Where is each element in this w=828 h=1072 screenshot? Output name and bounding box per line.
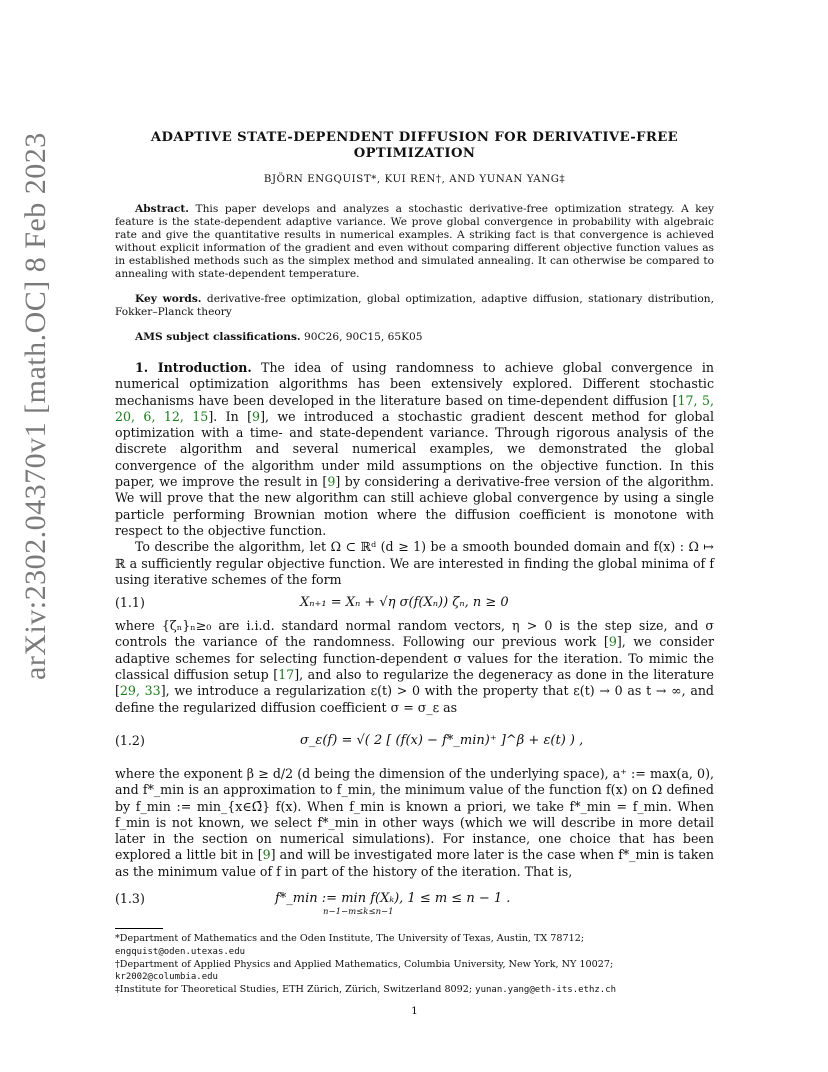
- citation-link[interactable]: 29, 33: [119, 683, 161, 699]
- citation-link[interactable]: 9: [262, 847, 271, 863]
- abstract-text: This paper develops and analyzes a stochastic derivative-free optimization strategy. A key feature is the state-dependent adaptive variance. We prove global convergence in probability with algebraic rate and give the quantitative results in numerical examples. A striking fact is that convergence is achieved without explicit information of the gradient and even without comparing different objective function values as in established methods such as the simplex method and simulated annealing. It can otherwise be compared to annealing with state-dependent temperature.: [115, 203, 714, 280]
- para4-text-b: ] and will be investigated more later is the case when f*_min is taken as the minimum value of f in part of the history of the iteration. That is,: [115, 847, 714, 879]
- para1-text-a: The idea of using randomness to achieve global convergence in numerical optimization algorithms has been extensively explored. Different stochastic mechanisms have been developed in the literature based on time-dependent diffusion [: [115, 360, 714, 408]
- para1-text-d: ] by considering a derivative-free version of the algorithm. We will prove that the new algorithm can still achieve global convergence by using a single particle performing Brownian motion where the diffusion coefficient is monotone with respect to the objective function.: [115, 474, 715, 538]
- para3-text-a: where {ζₙ}ₙ≥₀ are i.i.d. standard normal random vectors, η > 0 is the step size, and σ controls the variance of the randomness. Following our previous work [: [115, 618, 714, 650]
- paper-title: [115, 130, 714, 162]
- footnote-2-text: †Department of Applied Physics and Applied Mathematics, Columbia University, New York, NY 10027;: [115, 958, 614, 970]
- title-line-1: ADAPTIVE STATE-DEPENDENT DIFFUSION FOR DERIVATIVE-FREE: [150, 130, 679, 145]
- ams-classifications: [115, 331, 714, 344]
- abstract-label: Abstract.: [135, 203, 189, 215]
- para1-text-c: ], we introduced a stochastic gradient descent method for global optimization with a time- and state-dependent variance. Through rigorous analysis of the discrete algorithm and several numerical examples, we demonstrated the global convergence of the algorithm under mild assumptions on the objective function. In this paper, we improve the result in [: [115, 408, 714, 490]
- citation-link[interactable]: 17, 5, 20, 6, 12, 15: [115, 392, 714, 424]
- equation-number: (1.1): [115, 595, 145, 610]
- citation-link[interactable]: 9: [608, 634, 617, 650]
- equation-1-2: [115, 716, 714, 766]
- footnote-1-text: *Department of Mathematics and the Oden Institute, The University of Texas, Austin, TX 78712;: [115, 933, 585, 945]
- equation-subscript: n−1−m≤k≤n−1: [323, 907, 394, 918]
- section-heading: 1. Introduction.: [135, 360, 252, 375]
- equation-1-1: [115, 588, 714, 618]
- ams-text: 90C26, 90C15, 65K05: [304, 331, 423, 343]
- intro-paragraph-2: To describe the algorithm, let Ω ⊂ ℝᵈ (d ≥ 1) be a smooth bounded domain and f(x) : Ω ↦ ℝ a sufficiently regular objective function. We are interested in finding the global minima of f using iterative schemes of the form: [115, 539, 714, 587]
- citation-link[interactable]: 9: [252, 408, 261, 424]
- footnote-3-text: ‡Institute for Theoretical Studies, ETH Zürich, Zürich, Switzerland 8092;: [115, 984, 473, 996]
- authors: BJÖRN ENGQUIST*, KUI REN†, AND YUNAN YANG‡: [263, 174, 566, 185]
- intro-paragraph-3: [115, 618, 714, 716]
- equation-body: Xₙ₊₁ = Xₙ + √η σ(f(Xₙ)) ζₙ, n ≥ 0: [300, 595, 509, 610]
- email-link[interactable]: yunan.yang@eth-its.ethz.ch: [475, 985, 617, 996]
- intro-paragraph-4: [115, 766, 714, 880]
- footnote-3: [115, 984, 714, 997]
- para1-text-b: ]. In [: [208, 408, 253, 424]
- citation-link[interactable]: 17: [278, 667, 295, 683]
- para4-text-a: where the exponent β ≥ d/2 (d being the dimension of the underlying space), a⁺ := max(a, 0), and f*_min is an approximation to f_min, the minimum value of the function f(x) on Ω defined by f_min := min_{x∈Ω̄} f(x). When f_min is known a priori, we take f*_min = f_min. When f_min is not known, we select f*_min in other ways (which we will describe in more detail later in the section on numerical simulations). For instance, one choice that has been explored a little bit in [: [115, 765, 714, 863]
- equation-body: σ_ε(f) = √( 2 [ (f(x) − f*_min)⁺ ]^β + ε(t) ) ,: [300, 732, 584, 748]
- footnote-1: [115, 933, 714, 959]
- email-link[interactable]: engquist@oden.utexas.edu: [115, 946, 246, 957]
- equation-body: f*_min := min f(Xₖ), 1 ≤ m ≤ n − 1 .: [275, 890, 511, 906]
- citation-link[interactable]: 9: [327, 474, 336, 490]
- equation-1-3: [115, 880, 714, 918]
- footnotes: [115, 933, 714, 997]
- intro-paragraph-1: [115, 360, 714, 539]
- footnote-2: [115, 959, 714, 985]
- email-link[interactable]: kr2002@columbia.edu: [115, 972, 218, 983]
- abstract: [115, 203, 714, 281]
- paper-page: [115, 130, 714, 1017]
- equation-number: (1.3): [115, 890, 145, 906]
- title-line-2: OPTIMIZATION: [353, 146, 476, 161]
- equation-number: (1.2): [115, 732, 145, 748]
- arxiv-stamp: arXiv:2302.04370v1 [math.OC] 8 Feb 2023: [19, 132, 52, 680]
- keywords-label: Key words.: [135, 293, 202, 305]
- body-text: [115, 360, 714, 918]
- para3-text-c: ], and also to regularize the degeneracy as done in the literature [: [115, 667, 714, 699]
- ams-label: AMS subject classifications.: [135, 331, 301, 343]
- para3-text-b: ], we consider adaptive schemes for selecting function-dependent σ values for the iteration. To mimic the classical diffusion setup [: [115, 634, 714, 683]
- keywords-text: derivative-free optimization, global optimization, adaptive diffusion, stationary distribution, Fokker–Planck theory: [115, 293, 714, 318]
- footnote-rule: [115, 928, 163, 929]
- keywords: [115, 293, 714, 319]
- para3-text-d: ], we introduce a regularization ε(t) > 0 with the property that ε(t) → 0 as t → ∞, and define the regularized diffusion coefficient σ = σ_ε as: [115, 683, 714, 715]
- page-number: 1: [411, 1005, 418, 1017]
